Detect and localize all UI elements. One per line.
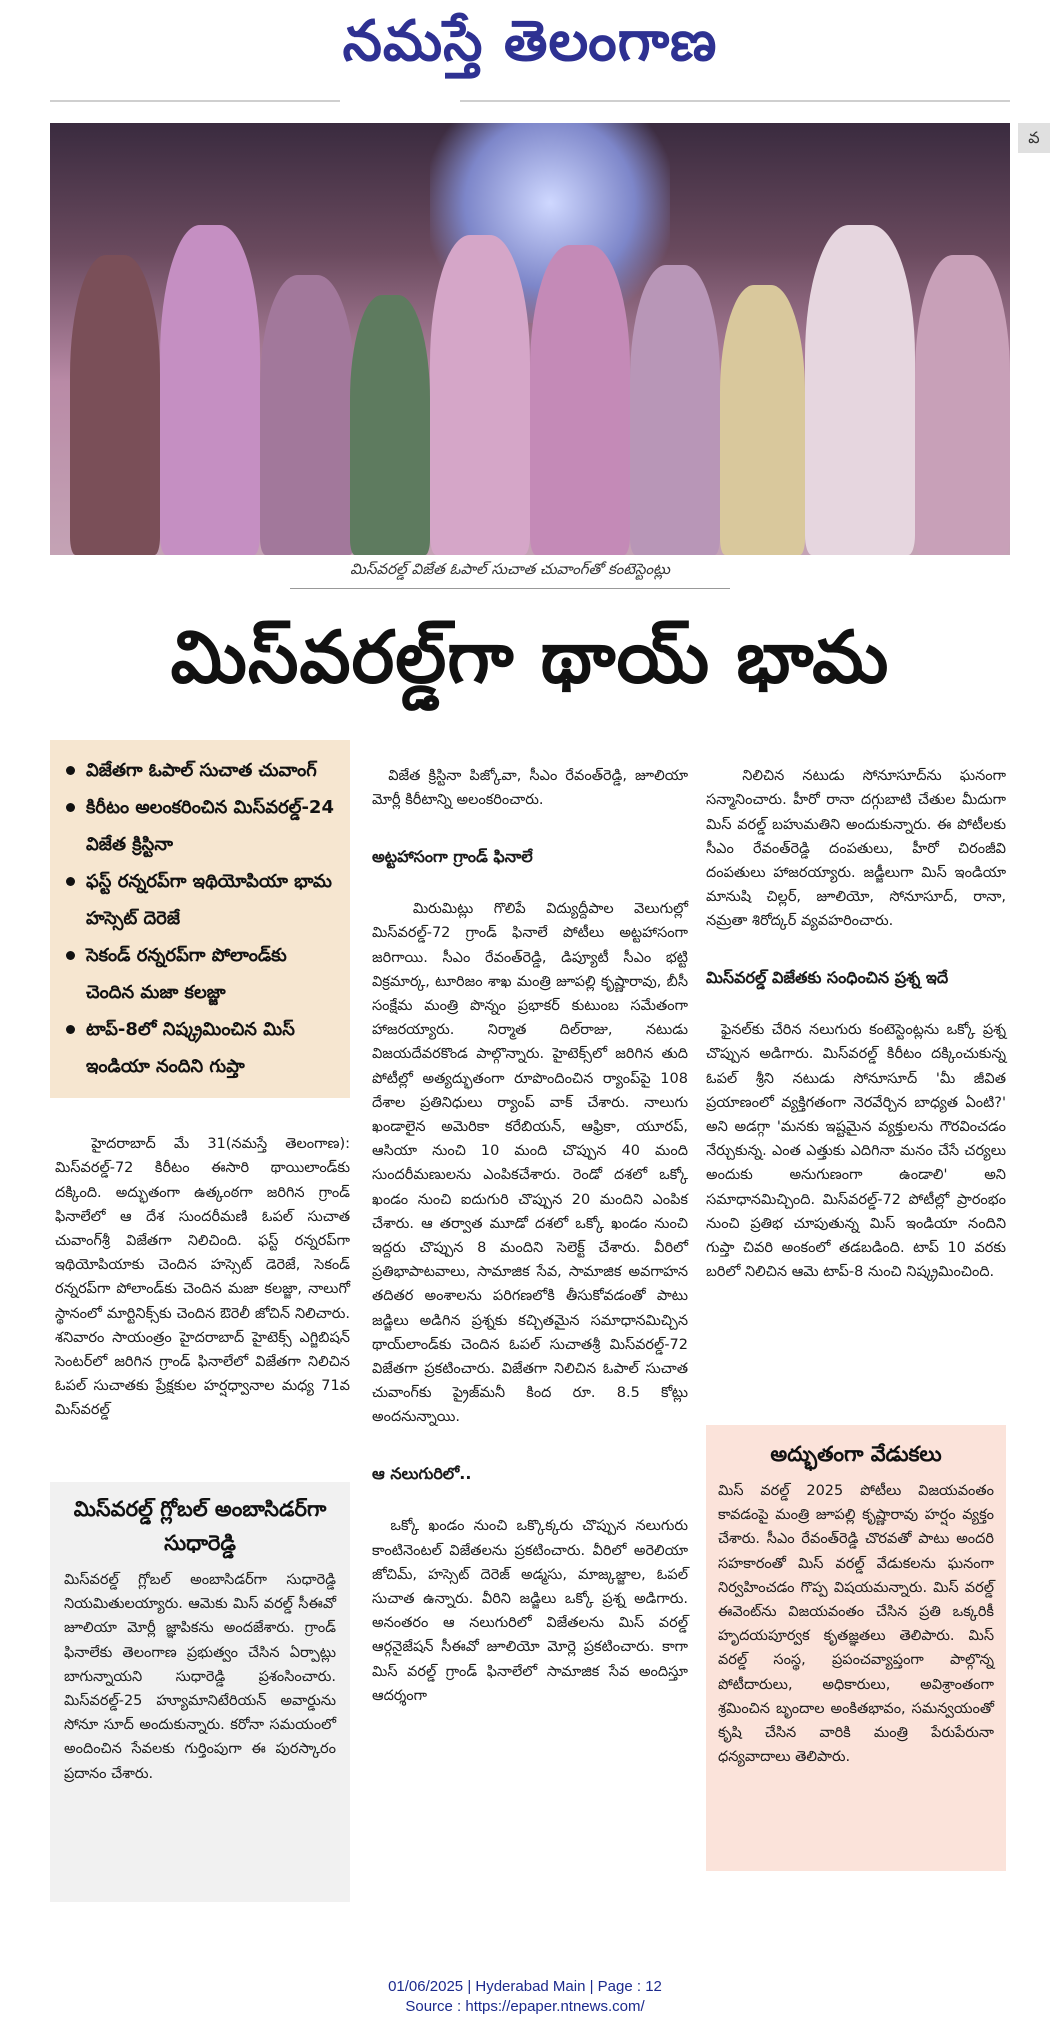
col3-text-2: ఫైనల్‌కు చేరిన నలుగురు కంటెస్టెంట్లను ఒక్కో ప్రశ్న చొప్పున అడిగారు. మిస్‌వరల్డ్ కిరీటం దక్కించుకున్న ఓపల్ శ్రీని నటుడు సోనూసూద్ 'మీ జీవిత ప్రయాణంలో వ్యక్తిగతంగా నెరవేర్చిన బాధ్యత ఏంటి?' అని అడగ్గా 'మనకు ఇష్టమైన వ్యక్తులను గౌరవించడం నేర్చుకున్న. ఎంత ఎత్తుకు ఎదిగినా మనం చేసే చర్యలు అందుకు అనుగుణంగా ఉండాలి' అని సమాధానమిచ్చింది. మిస్‌వరల్డ్-72 పోటీల్లో ప్రారంభం నుంచి ప్రతిభ చూపుతున్న మిస్ ఇండియా నందిని గుప్తా చివరి అంకంలో తడబడింది. టాప్ 10 వరకు బరిలో నిలిచిన ఆమె టాప్-8 నుంచి నిష్క్రమించింది. [706, 1022, 1011, 1281]
highlights-box [50, 740, 350, 1098]
col2-text-2: ఒక్కో ఖండం నుంచి ఒక్కొక్కరు చొప్పున నలుగురు కాంటినెంటల్ విజేతలను ప్రకటించారు. వీరిలో అరెలియా జోచిమ్, హస్సెట్ దెరెజ్ అడ్మసు, మాజ్కజ్జాల, ఓపల్ సుచాత ఉన్నారు. వీరిని జడ్జిలు ఒక్కో ప్రశ్న అడిగారు. అనంతరం ఆ నలుగురిలో విజేతలను మిస్ వరల్డ్ ఆర్గనైజేషన్ సీఈవో జూలియో మోర్లె ప్రకటించారు. కాగా మిస్ వరల్డ్ గ్రాండ్ ఫినాలేలో సామాజిక సేవ అందిస్తూ ఆదర్శంగా [372, 1518, 693, 1704]
photo-figure [430, 235, 530, 555]
side-tab: వ [1018, 123, 1050, 153]
celebration-title: అద్భుతంగా వేడుకలు [770, 1442, 942, 1466]
headline: మిస్‌వరల్డ్‌గా థాయ్ భామ [170, 615, 890, 699]
masthead [250, 4, 810, 92]
footer-source-link[interactable]: Source : https://epaper.ntnews.com/ [405, 1998, 645, 2015]
photo-figure [530, 245, 630, 555]
article-column-1 [55, 1108, 355, 1468]
article-text: హైదరాబాద్ మే 31(నమస్తే తెలంగాణ): మిస్‌వరల్డ్-72 కిరీటం ఈసారి థాయిలాండ్‌కు దక్కింది. అద్భుతంగా ఉత్కంఠగా జరిగిన గ్రాండ్ ఫినాలేలో ఆ దేశ సుందరీమణి ఓపల్ సుచాత చువాంగ్‌శ్రీ విజేతగా నిలిచింది. ఫస్ట్ రన్నరప్‌గా ఇథియోపియాకు చెందిన హస్సెట్ డెరెజే, సెకండ్ రన్నరప్‌గా పోలాండ్‌కు చెందిన మజా కలజ్జా, నాలుగో స్థానంలో మార్టినిక్స్‌కు చెందిన ఔరెలీ జోచిన్ నిలిచారు. శనివారం సాయంత్రం హైదరాబాద్ హైటెక్స్ ఎగ్జిబిషన్ సెంటర్‌లో జరిగిన గ్రాండ్ ఫినాలేలో విజేతగా నిలిచిన ఓపల్ సుచాతకు ప్రేక్షకుల హర్షధ్వానాల మధ్య 71వ మిస్‌వరల్డ్ [55, 1136, 355, 1419]
article-column-3 [706, 740, 1011, 1410]
highlight-item: ఫస్ట్ రన్నరప్‌గా ఇథియోపియా భామ హస్సెట్ దెరెజే [64, 863, 336, 937]
highlight-item: సెకండ్ రన్నరప్‌గా పోలాండ్‌కు చెందిన మజా కలజ్జా [64, 937, 336, 1011]
photo-figure [720, 285, 805, 555]
photo-figure [70, 255, 160, 555]
masthead-title: నమస్తే తెలంగాణ [342, 8, 718, 74]
ambassador-box [50, 1482, 350, 1902]
photo-figure [160, 225, 260, 555]
col3-text-1: నిలిచిన నటుడు సోనూసూద్‌ను ఘనంగా సన్మానించారు. హీరో రానా దగ్గుబాటి చేతుల మీదుగా మిస్ వరల్డ్ బహుమతిని అందుకున్నారు. ఈ పోటీలకు సీఎం రేవంత్‌రెడ్డి దంపతులు, హీరో చిరంజీవి దంపతులు హాజరయ్యారు. జడ్జీలుగా మిస్ ఇండియా మానుషి చిల్లర్, జూలియో, సోనూసూద్, రానా, నమ్రతా శిరోద్కర్ వ్యవహరించారు. [706, 768, 1011, 930]
footer-date-page: 01/06/2025 | Hyderabad Main | Page : 12 [388, 1978, 662, 1995]
caption-underline [290, 588, 730, 589]
photo-figure [805, 225, 915, 555]
divider [460, 100, 1010, 102]
photo-caption: మిస్‌వరల్డ్ విజేత ఓపాల్ సుచాత చువాంగ్‌తో కంటెస్టెంట్లు [350, 560, 670, 578]
photo-figure [350, 295, 430, 555]
article-column-2 [372, 740, 693, 1910]
highlight-item: విజేతగా ఓపాల్ సుచాత చువాంగ్ [64, 752, 336, 789]
divider [50, 100, 340, 102]
celebration-text: మిస్ వరల్డ్ 2025 పోటీలు విజయవంతం కావడంపై మంత్రి జూపల్లి కృష్ణారావు హర్షం వ్యక్తం చేశారు. సీఎం రేవంత్‌రెడ్డి చొరవతో పాటు అందరి సహకారంతో మిస్ వరల్డ్ వేడుకలను ఘనంగా నిర్వహించడం గొప్ప విషయమన్నారు. మిస్ వరల్డ్ ఈవెంట్‌ను విజయవంతం చేసిన ప్రతి ఒక్కరికీ హృదయపూర్వక కృతజ్ఞతలు తెలిపారు. మిస్ వరల్డ్ సంస్థ, ప్రపంచవ్యాప్తంగా పాల్గొన్న పోటీదారులు, అధికారులు, అవిశ్రాంతంగా శ్రమించిన బృందాల అంకితభావం, సమన్వయంతో కృషి చేసిన వారికి మంత్రి పేరుపేరునా ధన్యవాదాలు తెలిపారు. [718, 1483, 999, 1766]
contestants-photo [50, 123, 1010, 555]
col3-subheading: మిస్‌వరల్డ్ విజేతకు సంధించిన ప్రశ్న ఇదే [706, 967, 949, 987]
col2-text-1: మిరుమిట్లు గొలిపే విద్యుద్దీపాల వెలుగుల్లో మిస్‌వరల్డ్-72 గ్రాండ్ ఫినాలే పోటీలు అట్టహాసంగా జరిగాయి. సీఎం రేవంత్‌రెడ్డి, డిప్యూటీ సీఎం భట్టి విక్రమార్క, టూరిజం శాఖ మంత్రి జూపల్లి కృష్ణారావు, బీసీ సంక్షేమ మంత్రి పొన్నం ప్రభాకర్ కుటుంబ సమేతంగా హాజరయ్యారు. నిర్మాత దిల్‌రాజు, నటుడు విజయదేవరకొండ పాల్గొన్నారు. హైటెక్స్‌లో జరిగిన తుది పోటీల్లో అత్యద్భుతంగా రూపొందించిన ర్యాంప్‌పై 108 దేశాల ప్రతినిధులు ర్యాంప్ వాక్ చేశారు. నాలుగు ఖండాలైన అమెరికా కరేబియన్, ఆఫ్రికా, యూరప్, ఆసియా నుంచి 10 మంది చొప్పున 40 మంది సుందరీమణులను ఎంపికచేశారు. రెండో దశలో ఒక్కో ఖండం నుంచి ఐదుగురి చొప్పున 20 మందిని ఎంపిక చేశారు. ఆ తర్వాత మూడో దశలో ఒక్కో ఖండం నుంచి ఇద్దరు చొప్పున 8 మందిని సెలెక్ట్ చేశారు. వీరిలో ప్రతిభాపాటవాలు, సామాజిక సేవ, సామాజిక అవగాహన తదితర అంశాలను పరిగణలోకి తీసుకోవడంతో పాటు జడ్జిలు అడిగిన ప్రశ్నకు కచ్చితమైన సమాధానమిచ్చిన థాయ్‌లాండ్‌కు చెందిన ఓపల్ సుచాతశ్రీ మిస్‌వరల్డ్-72 విజేతగా ప్రకటించారు. విజేతగా నిలిచిన ఓపాల్ సుచాత చువాంగ్‌కు ప్రైజ్‌మనీ కింద రూ. 8.5 కోట్లు అందనున్నాయి. [372, 901, 693, 1426]
photo-figure [915, 255, 1010, 555]
col2-subheading-1: అట్టహాసంగా గ్రాండ్ ఫినాలే [372, 846, 533, 866]
ambassador-text: మిస్‌వరల్డ్ గ్లోబల్ అంబాసిడర్‌గా సుధారెడ్డి నియమితులయ్యారు. ఆమెకు మిస్ వరల్డ్ సీఈవో జూలియా మోర్లీ జ్ఞాపికను అందజేశారు. గ్రాండ్ ఫినాలేకు తెలంగాణ ప్రభుత్వం చేసిన ఏర్పాట్లు బాగున్నాయని సుధారెడ్డి ప్రశంసించారు. మిస్‌వరల్డ్-25 హ్యూమానిటేరియన్ అవార్డును సోనూ సూద్ అందుకున్నారు. కరోనా సమయంలో అందించిన సేవలకు గుర్తింపుగా ఈ పురస్కారం ప్రదానం చేశారు. [64, 1572, 341, 1782]
col2-subheading-2: ఆ నలుగురిలో.. [372, 1463, 472, 1483]
photo-figure [260, 275, 355, 555]
ambassador-title: మిస్‌వరల్డ్ గ్లోబల్ అంబాసిడర్‌గా సుధారెడ్డి [73, 1497, 327, 1555]
col2-intro: విజేత క్రిస్టినా పిజ్కోవా, సీఎం రేవంత్‌రెడ్డి, జూలియా మోర్లీ కిరీటాన్ని అలంకరించారు. [372, 768, 693, 809]
highlight-item: కిరీటం అలంకరించిన మిస్‌వరల్డ్-24 విజేత క్రిస్టినా [64, 789, 336, 863]
celebration-box [706, 1425, 1006, 1871]
highlight-item: టాప్-8లో నిష్క్రమించిన మిస్ ఇండియా నందిని గుప్తా [64, 1011, 336, 1085]
photo-figure [630, 265, 720, 555]
